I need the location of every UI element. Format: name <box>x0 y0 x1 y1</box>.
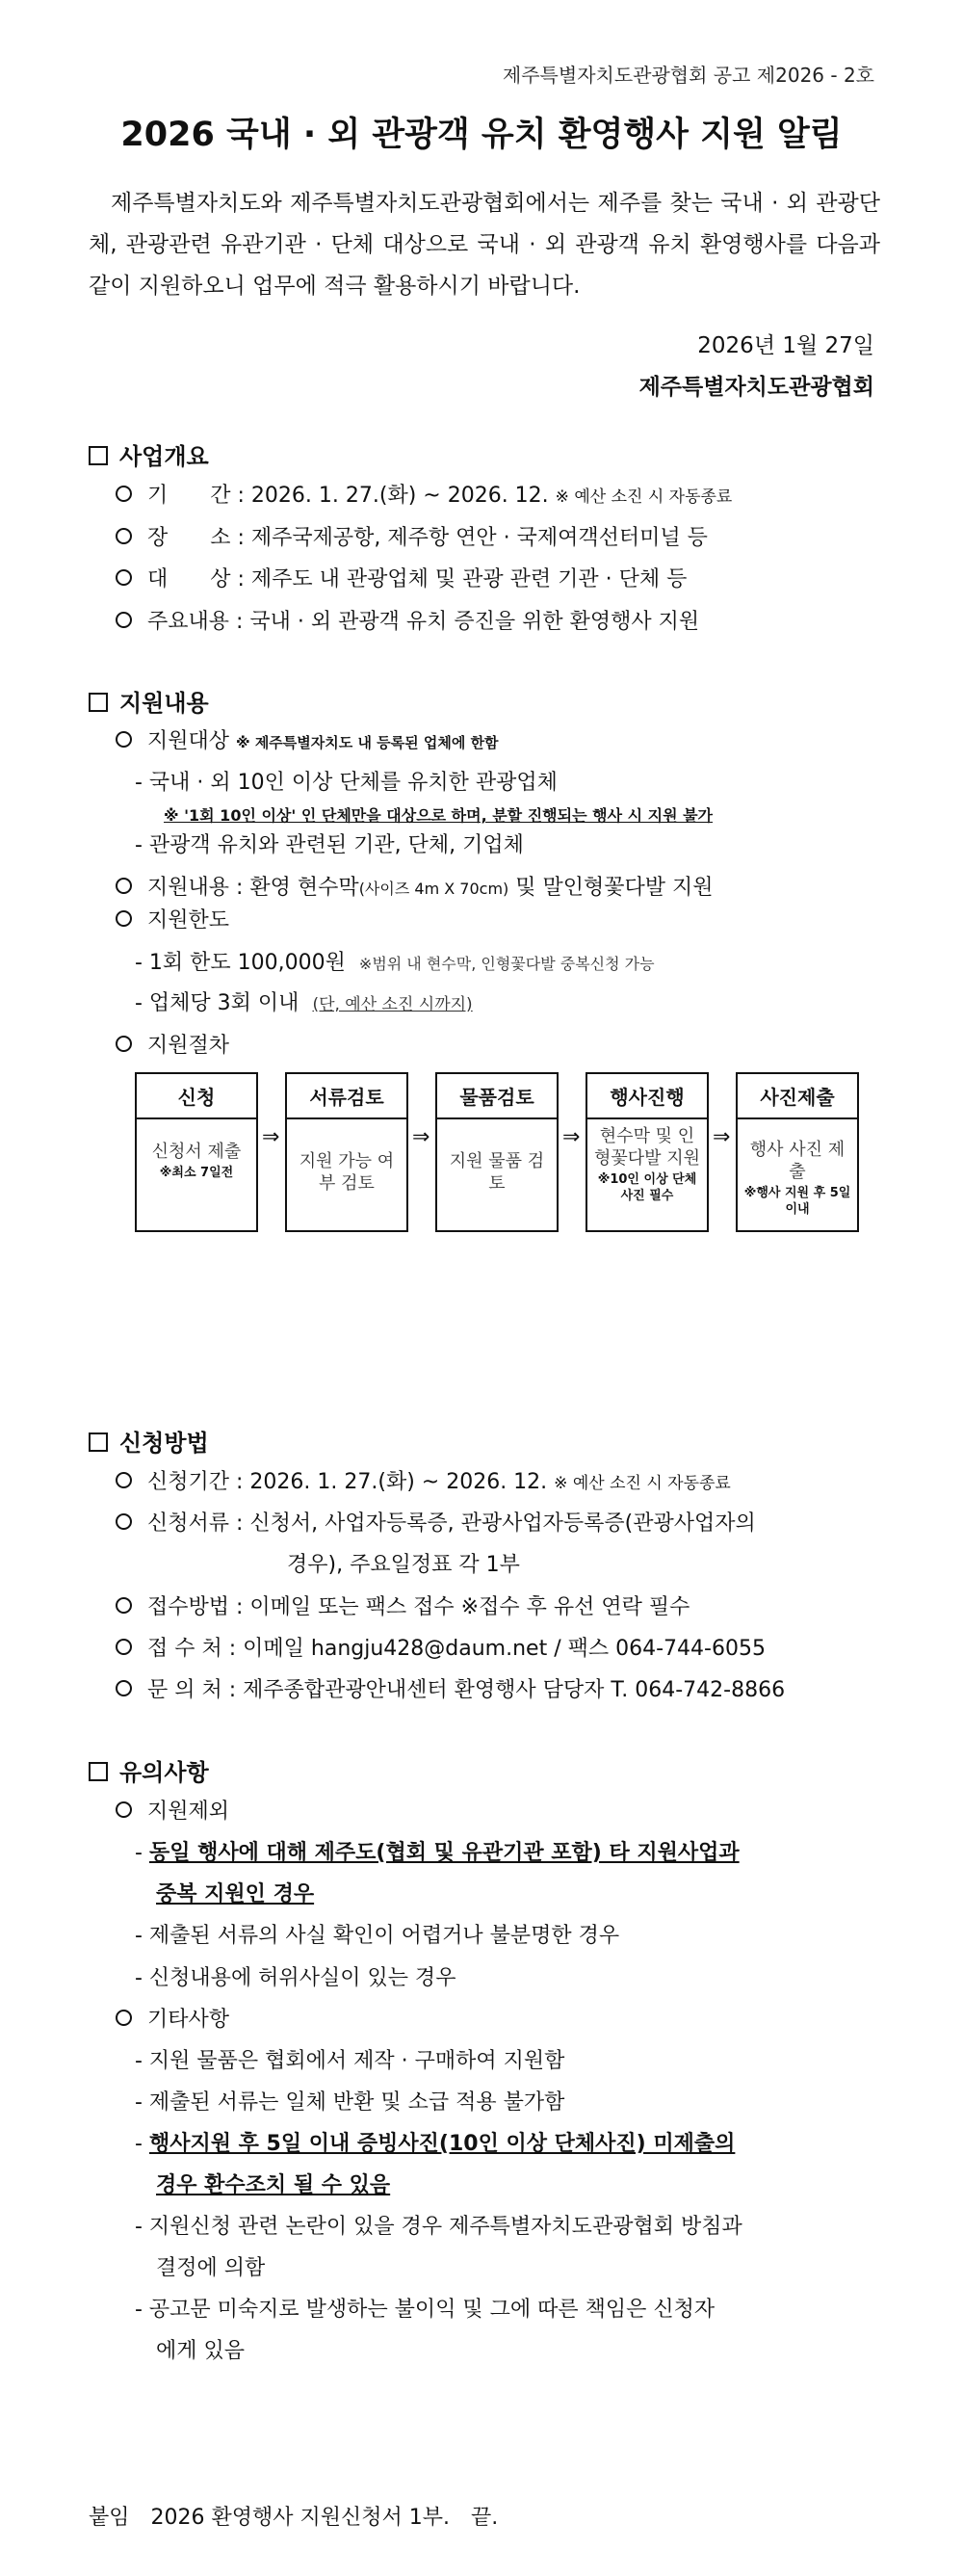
support-limit-line-1: - 1회 한도 100,000원 ※범위 내 현수막, 인형꽃다발 중복신청 가능 <box>135 951 655 975</box>
notice-exclude-line-3: - 신청내용에 허위사실이 있는 경우 <box>135 1966 456 1990</box>
support-target-row: 지원대상 ※ 제주특별자치도 내 등록된 업체에 한함 <box>116 724 499 754</box>
circle-bullet-icon <box>116 1597 132 1614</box>
notice-other-line-1: - 지원 물품은 협회에서 제작 · 구매하여 지원함 <box>135 2049 565 2073</box>
intro-paragraph: 제주특별자치도와 제주특별자치도관광협회에서는 제주를 찾는 국내 · 외 관광단체, 관광관련 유관기관 · 단체 대상으로 국내 · 외 관광객 유치 환영행사를 다음과 같이 지원하오니 업무에 적극 활용하시기 바랍니다. <box>89 191 880 299</box>
overview-period-row: 기 간 : 2026. 1. 27.(화) ~ 2026. 12. ※ 예산 소진 시 자동종료 <box>116 479 732 509</box>
support-limit-line-2: - 업체당 3회 이내 (단, 예산 소진 시까지) <box>135 991 473 1015</box>
circle-bullet-icon <box>116 569 132 586</box>
issuing-organization: 제주특별자치도관광협회 <box>638 375 874 400</box>
circle-bullet-icon <box>116 612 132 628</box>
circle-bullet-icon <box>116 878 132 894</box>
section-overview-heading: 사업개요 <box>89 437 209 471</box>
process-step-photo-submit: 사진제출 행사 사진 제출 ※행사 지원 후 5일 이내 <box>736 1072 859 1232</box>
section-apply-heading: 신청방법 <box>89 1424 209 1458</box>
apply-documents-row-cont: 경우), 주요일정표 각 1부 <box>287 1553 520 1577</box>
notice-other-line-4-cont: 결정에 의함 <box>156 2256 266 2280</box>
notice-exclude-row: 지원제외 <box>116 1795 229 1825</box>
attachment-line: 붙임 2026 환영행사 지원신청서 1부. 끝. <box>89 2506 499 2530</box>
circle-bullet-icon <box>116 2010 132 2026</box>
overview-place-row: 장 소 : 제주국제공항, 제주항 연안 · 국제여객선터미널 등 <box>116 521 708 551</box>
apply-method-row: 접수방법 : 이메일 또는 팩스 접수 ※접수 후 유선 연락 필수 <box>116 1590 690 1620</box>
arrow-right-icon: ⇒ <box>713 1125 731 1149</box>
checkbox-square-icon <box>89 1433 108 1452</box>
notice-exclude-line-1-cont: 중복 지원인 경우 <box>156 1882 315 1906</box>
circle-bullet-icon <box>116 486 132 502</box>
process-step-apply: 신청 신청서 제출 ※최소 7일전 <box>135 1072 258 1232</box>
support-target-line-2: - 관광객 유치와 관련된 기관, 단체, 기업체 <box>135 833 524 857</box>
arrow-right-icon: ⇒ <box>412 1125 430 1149</box>
notice-other-line-3-cont: 경우 환수조치 될 수 있음 <box>156 2173 391 2197</box>
support-limit-row: 지원한도 <box>116 904 229 933</box>
apply-period-row: 신청기간 : 2026. 1. 27.(화) ~ 2026. 12. ※ 예산 소진 시 자동종료 <box>116 1465 731 1495</box>
circle-bullet-icon <box>116 1801 132 1818</box>
notice-exclude-line-2: - 제출된 서류의 사실 확인이 어렵거나 불분명한 경우 <box>135 1924 620 1948</box>
circle-bullet-icon <box>116 910 132 927</box>
process-step-item-review: 물품검토 지원 물품 검토 <box>435 1072 559 1232</box>
notice-exclude-line-1: - 동일 행사에 대해 제주도(협회 및 유관기관 포함) 타 지원사업과 <box>135 1841 740 1865</box>
apply-receipt-row: 접 수 처 : 이메일 hangju428@daum.net / 팩스 064-744-6055 <box>116 1632 766 1662</box>
support-target-note: ※ '1회 10인 이상' 인 단체만을 대상으로 하며, 분할 진행되는 행사 시 지원 불가 <box>164 806 714 825</box>
page-title: 2026 국내 · 외 관광객 유치 환영행사 지원 알림 <box>120 116 843 154</box>
overview-content-row: 주요내용 : 국내 · 외 관광객 유치 증진을 위한 환영행사 지원 <box>116 605 699 635</box>
process-step-document-review: 서류검토 지원 가능 여부 검토 <box>285 1072 408 1232</box>
checkbox-square-icon <box>89 446 108 465</box>
overview-target-row: 대 상 : 제주도 내 관광업체 및 관광 관련 기관 · 단체 등 <box>116 563 687 592</box>
checkbox-square-icon <box>89 1762 108 1781</box>
support-content-row: 지원내용 : 환영 현수막(사이즈 4m X 70cm) 및 말인형꽃다발 지원 <box>116 871 714 901</box>
notice-other-line-2: - 제출된 서류는 일체 반환 및 소급 적용 불가함 <box>135 2090 565 2115</box>
arrow-right-icon: ⇒ <box>262 1125 280 1149</box>
issue-date: 2026년 1월 27일 <box>697 333 874 358</box>
circle-bullet-icon <box>116 1513 132 1530</box>
apply-documents-row: 신청서류 : 신청서, 사업자등록증, 관광사업자등록증(관광사업자의 <box>116 1507 756 1537</box>
support-process-row: 지원절차 <box>116 1029 229 1059</box>
notice-other-line-5-cont: 에게 있음 <box>156 2339 246 2363</box>
circle-bullet-icon <box>116 1639 132 1655</box>
circle-bullet-icon <box>116 1680 132 1696</box>
circle-bullet-icon <box>116 1472 132 1488</box>
notice-other-row: 기타사항 <box>116 2003 229 2033</box>
checkbox-square-icon <box>89 693 108 712</box>
section-support-heading: 지원내용 <box>89 684 209 718</box>
section-notice-heading: 유의사항 <box>89 1753 209 1787</box>
process-step-event: 행사진행 현수막 및 인형꽃다발 지원 ※10인 이상 단체사진 필수 <box>586 1072 709 1232</box>
circle-bullet-icon <box>116 731 132 748</box>
notice-reference-number: 제주특별자치도관광협회 공고 제2026 - 2호 <box>502 64 874 87</box>
circle-bullet-icon <box>116 528 132 544</box>
notice-other-line-5: - 공고문 미숙지로 발생하는 불이익 및 그에 따른 책임은 신청자 <box>135 2298 716 2322</box>
apply-contact-row: 문 의 처 : 제주종합관광안내센터 환영행사 담당자 T. 064-742-8866 <box>116 1673 785 1703</box>
arrow-right-icon: ⇒ <box>562 1125 581 1149</box>
circle-bullet-icon <box>116 1036 132 1052</box>
notice-other-line-3: - 행사지원 후 5일 이내 증빙사진(10인 이상 단체사진) 미제출의 <box>135 2132 736 2156</box>
support-target-line-1: - 국내 · 외 10인 이상 단체를 유치한 관광업체 <box>135 771 558 795</box>
notice-other-line-4: - 지원신청 관련 논란이 있을 경우 제주특별자치도관광협회 방침과 <box>135 2215 742 2239</box>
